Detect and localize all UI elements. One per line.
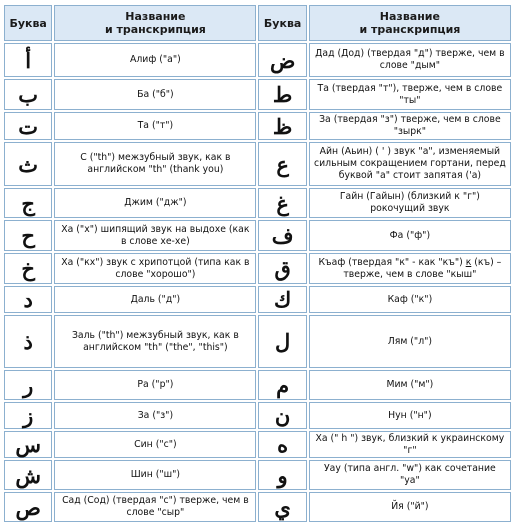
description-cell: За (твердая "з") тверже, чем в слове "зырк" <box>309 112 511 140</box>
description-cell: Фа ("ф") <box>309 220 511 251</box>
letter-cell: ش <box>4 460 52 490</box>
description-cell: Син ("с") <box>54 431 256 458</box>
letter-cell: ت <box>4 112 52 140</box>
header-name-line1: Название <box>379 10 440 23</box>
letter-cell: ي <box>258 492 306 522</box>
description-cell: Нун ("н") <box>309 402 511 429</box>
letter-cell: ز <box>4 402 52 429</box>
table-row <box>4 286 511 313</box>
letter-cell: ث <box>4 142 52 186</box>
description-cell: Лям ("л") <box>309 315 511 368</box>
table-row <box>4 402 511 429</box>
table-row <box>4 79 511 110</box>
letter-cell: ج <box>4 188 52 218</box>
table-row <box>4 253 511 284</box>
description-cell: Та (твердая "т"), тверже, чем в слове "ты" <box>309 79 511 110</box>
table-row <box>4 460 511 490</box>
description-cell: Алиф ("а") <box>54 43 256 77</box>
letter-cell: ح <box>4 220 52 251</box>
letter-cell: ن <box>258 402 306 429</box>
description-cell: Каф ("к") <box>309 286 511 313</box>
description-cell: Даль ("д") <box>54 286 256 313</box>
description-cell: С ("th") межзубный звук, как в английском "th" (thank you) <box>54 142 256 186</box>
letter-cell: د <box>4 286 52 313</box>
description-cell: Йя ("й") <box>309 492 511 522</box>
arabic-alphabet-table <box>2 3 513 524</box>
letter-cell: ه <box>258 431 306 458</box>
description-part: Къаф (твердая "к" - как "къ") <box>318 256 463 268</box>
description-cell: Заль ("th") межзубный звук, как в английском "th" ("the", "this") <box>54 315 256 368</box>
description-cell: Сад (Сод) (твердая "с") тверже, чем в слове "сыр" <box>54 492 256 522</box>
table-row <box>4 492 511 522</box>
table-row <box>4 112 511 140</box>
letter-cell: غ <box>258 188 306 218</box>
description-cell: Айн (Аьин) ( ' ) звук "а", изменяемый сильным сокращением гортани, перед буквой "а" стоит запятая ('а) <box>309 142 511 186</box>
table-row <box>4 370 511 400</box>
letter-cell: س <box>4 431 52 458</box>
letter-cell: أ <box>4 43 52 77</box>
letter-cell: ظ <box>258 112 306 140</box>
letter-cell: ع <box>258 142 306 186</box>
letter-cell: ق <box>258 253 306 284</box>
description-cell: Дад (Дод) (твердая "д") тверже, чем в слове "дым" <box>309 43 511 77</box>
table-row <box>4 431 511 458</box>
letter-cell: و <box>258 460 306 490</box>
letter-cell: ط <box>258 79 306 110</box>
letter-cell: ص <box>4 492 52 522</box>
description-cell: Та ("т") <box>54 112 256 140</box>
letter-cell: ك <box>258 286 306 313</box>
header-letter-left: Буква <box>4 5 52 41</box>
description-cell: Ба ("б") <box>54 79 256 110</box>
description-part: (къ) – тверже, чем в слове "кыш" <box>343 256 502 280</box>
letter-cell: ب <box>4 79 52 110</box>
table-row <box>4 142 511 186</box>
table-row <box>4 43 511 77</box>
description-cell: Джим ("дж") <box>54 188 256 218</box>
description-cell: Ха ("х") шипящий звук на выдохе (как в слове хе-хе) <box>54 220 256 251</box>
description-cell: Гайн (Гайын) (близкий к "г") рокочущий звук <box>309 188 511 218</box>
description-cell: Ра ("р") <box>54 370 256 400</box>
table-row <box>4 220 511 251</box>
header-name-left <box>54 5 256 41</box>
letter-cell: ل <box>258 315 306 368</box>
description-cell: Шин ("ш") <box>54 460 256 490</box>
description-cell <box>309 253 511 284</box>
letter-cell: ف <box>258 220 306 251</box>
header-row <box>4 5 511 41</box>
letter-cell: ر <box>4 370 52 400</box>
header-name-line2: и транскрипция <box>104 23 206 36</box>
description-cell: За ("з") <box>54 402 256 429</box>
table-row <box>4 315 511 368</box>
header-letter-right: Буква <box>258 5 306 41</box>
header-name-line1: Название <box>125 10 186 23</box>
description-underlined: к <box>465 256 472 268</box>
table-row <box>4 188 511 218</box>
letter-cell: م <box>258 370 306 400</box>
letter-cell: ض <box>258 43 306 77</box>
header-name-right <box>309 5 511 41</box>
description-cell: Ха (" h ") звук, близкий к украинскому "г" <box>309 431 511 458</box>
description-cell: Ха ("кх") звук с хрипотцой (типа как в слове "хорошо") <box>54 253 256 284</box>
description-cell: Уау (типа англ. "w") как сочетание "уа" <box>309 460 511 490</box>
letter-cell: خ <box>4 253 52 284</box>
letter-cell: ذ <box>4 315 52 368</box>
header-name-line2: и транскрипция <box>359 23 461 36</box>
description-cell: Мим ("м") <box>309 370 511 400</box>
